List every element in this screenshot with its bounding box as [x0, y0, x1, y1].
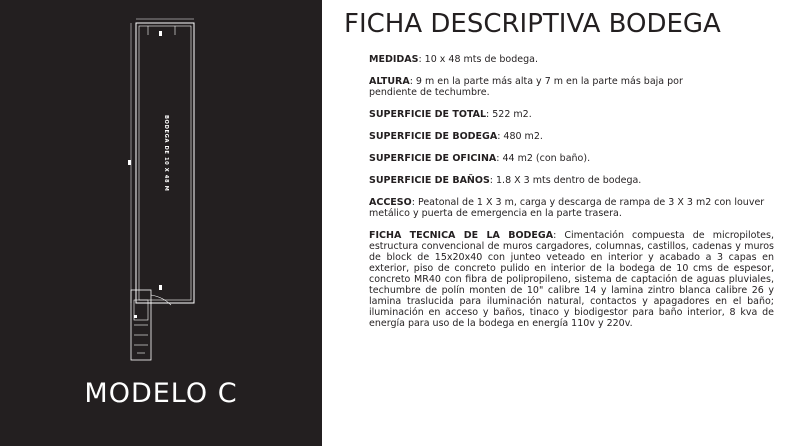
plan-dimension-label: BODEGA DE 10 X 48 M — [163, 115, 169, 192]
item-measures — [369, 54, 774, 65]
item-bathroom-area — [369, 175, 774, 186]
item-text: : 522 m2. — [486, 109, 532, 120]
description-panel — [322, 0, 795, 446]
item-warehouse-area — [369, 131, 774, 142]
model-label: MODELO C — [84, 378, 238, 409]
item-text: : Cimentación compuesta de micropilotes, estructura convencional de muros cargadores, columnas, castillos, cadenas y muros de block de 15x20x40 con junteo veteado en interior y acabado a 3 capas en exterior, piso de concreto pulido en interior de la bodega de 10 cms de espesor, concreto MR40 con fibra de polipropileno, sistema de captación de aguas pluviales, techumbre de polín monten de 10" calibre 14 y lamina zintro blanca calibre 26 y lamina traslucida para iluminación natural, contactos y apagadores en el baño; iluminación en acceso y baños, tinaco y biodigestor para baño interior, 8 kva de energía para uso de la bodega en energía 110v y 220v. — [369, 230, 774, 329]
item-label: MEDIDAS — [369, 54, 419, 65]
item-label: SUPERFICIE DE BODEGA — [369, 131, 498, 142]
item-office-area — [369, 153, 774, 164]
item-text: : 480 m2. — [497, 131, 543, 142]
floor-plan-drawing — [115, 15, 215, 365]
item-label: SUPERFICIE DE TOTAL — [369, 109, 487, 120]
item-label: ALTURA — [369, 76, 410, 87]
page-title: FICHA DESCRIPTIVA BODEGA — [344, 9, 721, 39]
item-text: : 1.8 X 3 mts dentro de bodega. — [489, 175, 642, 186]
item-text: : Peatonal de 1 X 3 m, carga y descarga de rampa de 3 X 3 m2 con louver metálico y puerta de emergencia en la parte trasera. — [369, 197, 765, 219]
item-label: SUPERFICIE DE OFICINA — [369, 153, 497, 164]
item-access — [369, 197, 774, 219]
item-label: ACCESO — [369, 197, 412, 208]
item-label: SUPERFICIE DE BAÑOS — [369, 175, 490, 186]
item-technical-sheet — [369, 230, 774, 329]
description-list — [369, 54, 774, 340]
item-text: : 10 x 48 mts de bodega. — [418, 54, 538, 65]
item-total-area — [369, 109, 774, 120]
floor-plan-panel — [0, 0, 322, 446]
item-text: : 9 m en la parte más alta y 7 m en la parte más baja por pendiente de techumbre. — [369, 76, 683, 98]
item-label: FICHA TECNICA DE LA BODEGA — [369, 230, 554, 241]
item-height — [369, 76, 714, 98]
item-text: : 44 m2 (con baño). — [496, 153, 591, 164]
